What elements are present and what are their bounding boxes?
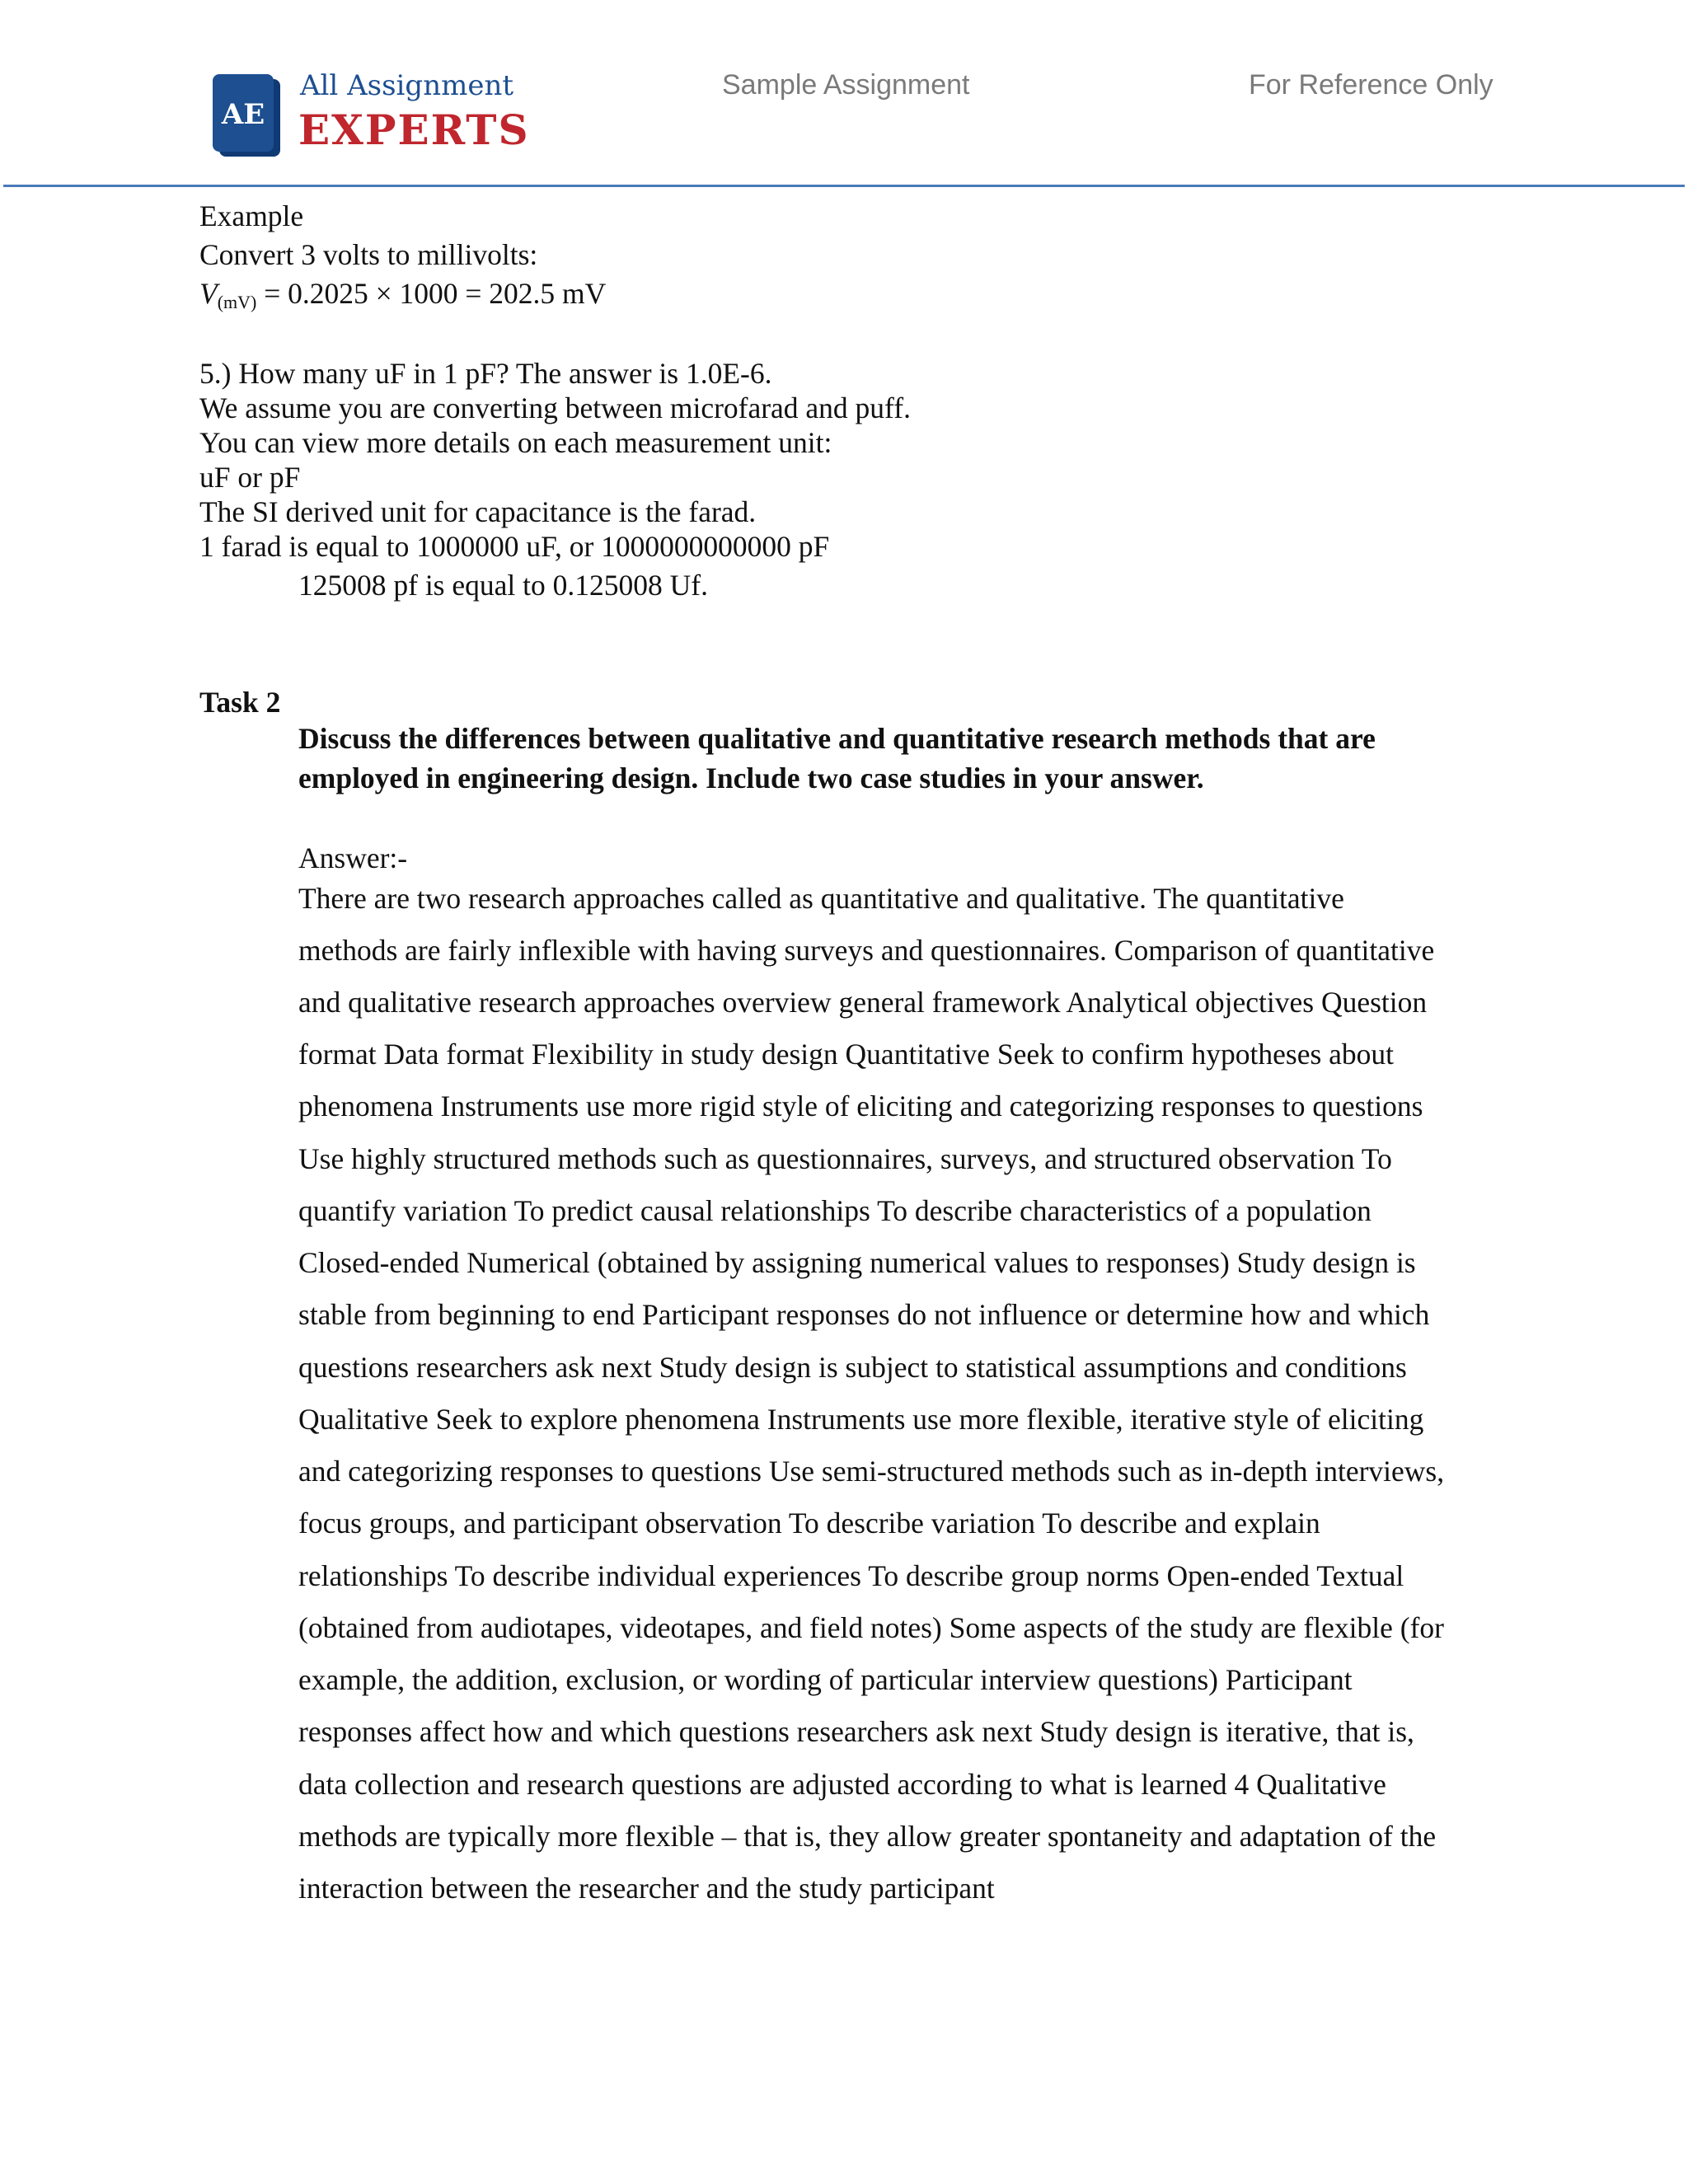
answer-line: and categorizing responses to questions Use semi-structured methods such as in-depth interviews, xyxy=(298,1455,1445,1488)
header-divider xyxy=(3,185,1685,187)
answer-line: responses affect how and which questions researchers ask next Study design is iterative, that is, xyxy=(298,1715,1414,1748)
answer-line: (obtained from audiotapes, videotapes, and field notes) Some aspects of the study are flexible (for xyxy=(298,1611,1444,1644)
answer-line: Qualitative Seek to explore phenomena Instruments use more flexible, iterative style of eliciting xyxy=(298,1403,1424,1436)
answer-line: stable from beginning to end Participant responses do not influence or determine how and which xyxy=(298,1298,1430,1331)
logo-mark-text: AE xyxy=(221,98,265,131)
answer-line: data collection and research questions are adjusted according to what is learned 4 Qualitative xyxy=(298,1768,1386,1801)
answer-line: quantify variation To predict causal relationships To describe characteristics of a population xyxy=(298,1194,1372,1227)
task2-question-line: Discuss the differences between qualitative and quantitative research methods that are xyxy=(298,722,1376,755)
logo-text-top: All Assignment xyxy=(300,69,514,102)
q5-line: The SI derived unit for capacitance is the farad. xyxy=(199,495,757,528)
task2-title: Task 2 xyxy=(199,686,281,719)
answer-line: relationships To describe individual experiences To describe group norms Open-ended Textual xyxy=(298,1559,1404,1592)
answer-line: phenomena Instruments use more rigid style of eliciting and categorizing responses to questions xyxy=(298,1090,1423,1122)
q5-line: uF or pF xyxy=(199,461,301,494)
example-heading: Example xyxy=(199,199,304,232)
answer-line: There are two research approaches called as quantitative and qualitative. The quantitative xyxy=(298,882,1344,915)
formula-variable: V xyxy=(199,277,218,310)
answer-line: and qualitative research approaches overview general framework Analytical objectives Question xyxy=(298,986,1428,1019)
example-prompt: Convert 3 volts to millivolts: xyxy=(199,238,538,271)
company-logo xyxy=(211,69,530,162)
logo-badge-icon xyxy=(211,73,284,158)
answer-line: questions researchers ask next Study design is subject to statistical assumptions and conditions xyxy=(298,1351,1407,1384)
page-header xyxy=(0,0,1688,188)
answer-line: methods are typically more flexible – that is, they allow greater spontaneity and adaptation of the xyxy=(298,1820,1437,1853)
formula-result: = 0.2025 × 1000 = 202.5 mV xyxy=(256,277,607,310)
q5-indented-line: 125008 pf is equal to 0.125008 Uf. xyxy=(298,569,708,602)
formula-subscript: (mV) xyxy=(217,292,257,312)
answer-label: Answer:- xyxy=(298,841,408,874)
header-center-label: Sample Assignment xyxy=(722,69,970,101)
q5-line: You can view more details on each measurement unit: xyxy=(199,426,832,459)
answer-line: methods are fairly inflexible with having surveys and questionnaires. Comparison of quantitative xyxy=(298,934,1435,967)
header-right-label: For Reference Only xyxy=(1249,69,1493,101)
q5-line: 1 farad is equal to 1000000 uF, or 1000000000000 pF xyxy=(199,530,830,563)
answer-line: interaction between the researcher and the study participant xyxy=(298,1872,995,1905)
logo-text-bottom: EXPERTS xyxy=(298,105,530,154)
example-formula xyxy=(199,279,606,312)
q5-line: We assume you are converting between microfarad and puff. xyxy=(199,391,911,424)
answer-line: Use highly structured methods such as questionnaires, surveys, and structured observation To xyxy=(298,1142,1392,1175)
answer-line: Closed-ended Numerical (obtained by assigning numerical values to responses) Study design is xyxy=(298,1246,1416,1279)
q5-line: 5.) How many uF in 1 pF? The answer is 1.0E-6. xyxy=(199,357,772,390)
task2-question-line: employed in engineering design. Include two case studies in your answer. xyxy=(298,762,1204,794)
answer-line: focus groups, and participant observation To describe variation To describe and explain xyxy=(298,1507,1320,1540)
answer-line: format Data format Flexibility in study design Quantitative Seek to confirm hypotheses about xyxy=(298,1038,1395,1071)
answer-line: example, the addition, exclusion, or wording of particular interview questions) Participant xyxy=(298,1663,1353,1696)
